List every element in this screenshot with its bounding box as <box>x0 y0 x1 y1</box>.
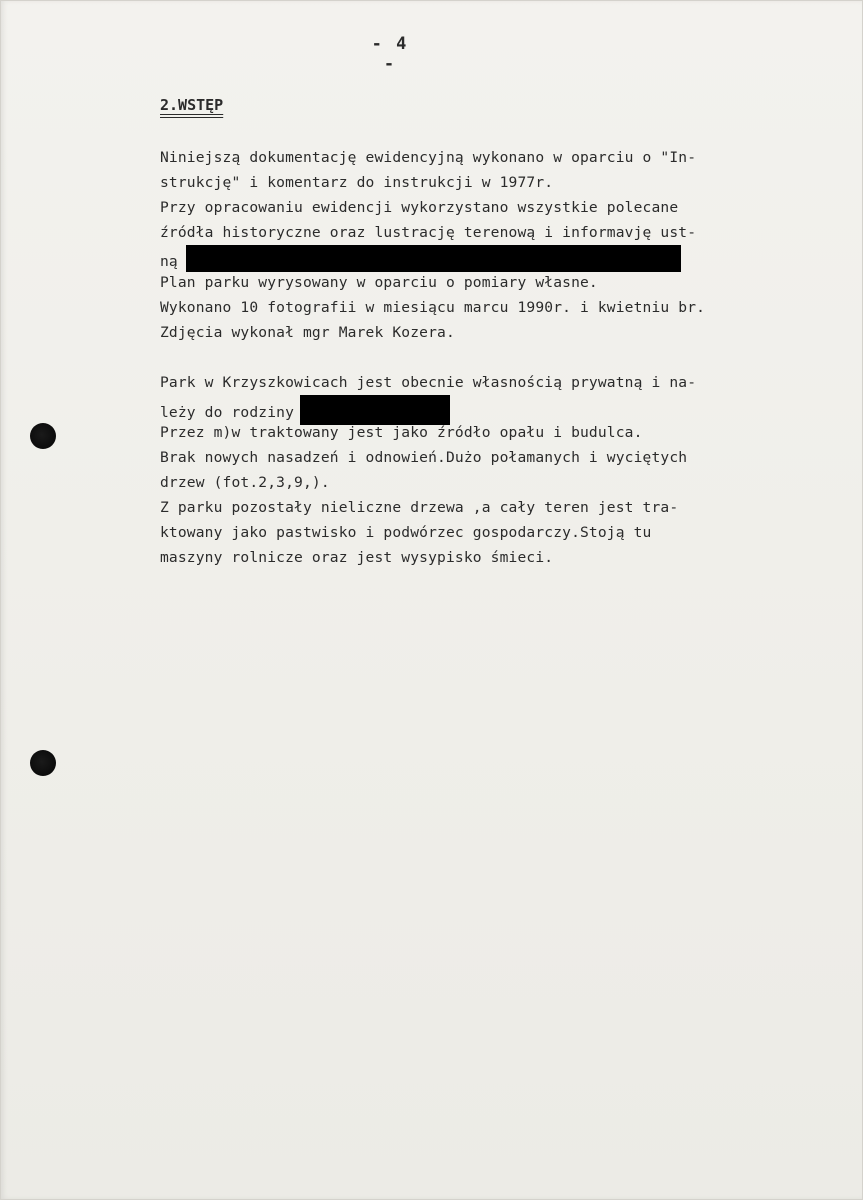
text-line: ktowany jako pastwisko i podwórzec gospodarczy.Stoją tu <box>160 524 652 541</box>
text-line: Przez m)w traktowany jest jako źródło opału i budulca. <box>160 424 643 441</box>
text-line: Przy opracowaniu ewidencji wykorzystano wszystkie polecane <box>160 199 679 216</box>
text-line: drzew (fot.2,3,9,). <box>160 474 330 491</box>
text-line: Wykonano 10 fotografii w miesiącu marcu 1990r. i kwietniu br. <box>160 299 706 316</box>
text-line: Plan parku wyrysowany w oparciu o pomiary własne. <box>160 274 598 291</box>
text-line: strukcję" i komentarz do instrukcji w 1977r. <box>160 174 554 191</box>
text-line: Z parku pozostały nieliczne drzewa ,a cały teren jest tra- <box>160 499 679 516</box>
paragraph-ownership <box>160 370 800 570</box>
text-line: źródła historyczne oraz lustrację terenową i informavję ust- <box>160 224 697 241</box>
page-number: - 4 - <box>371 34 409 74</box>
text-line: Park w Krzyszkowicach jest obecnie własnością prywatną i na- <box>160 374 697 391</box>
text-line-with-redaction <box>160 395 800 420</box>
text-fragment: ną <box>160 253 178 270</box>
text-line: Brak nowych nasadzeń i odnowień.Dużo połamanych i wyciętych <box>160 449 688 466</box>
text-line: Zdjęcia wykonał mgr Marek Kozera. <box>160 324 455 341</box>
section-heading: 2.WSTĘP <box>160 96 224 114</box>
text-line: maszyny rolnicze oraz jest wysypisko śmieci. <box>160 549 554 566</box>
binder-hole-icon <box>30 423 56 449</box>
redaction-bar <box>186 245 681 272</box>
binder-hole-icon <box>30 750 56 776</box>
text-fragment: leży do rodziny <box>160 404 295 421</box>
text-line: Niniejszą dokumentację ewidencyjną wykonano w oparciu o "In- <box>160 149 697 166</box>
paragraph-introduction <box>160 145 800 345</box>
text-line-with-redaction <box>160 245 800 270</box>
